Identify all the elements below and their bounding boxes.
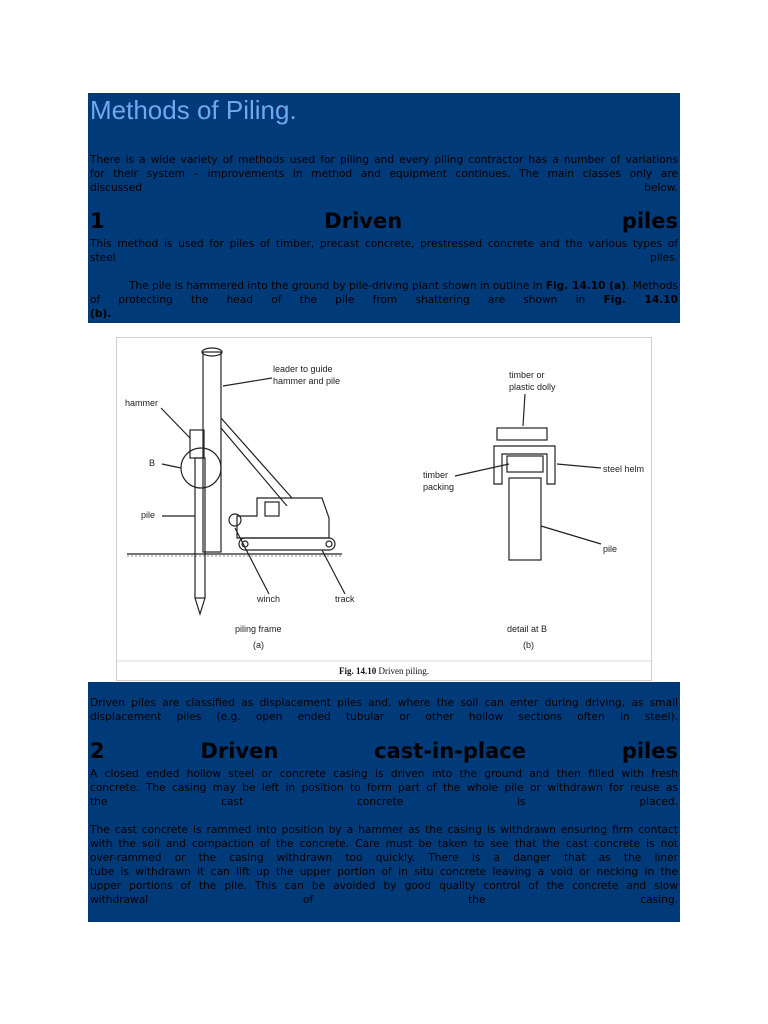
section-2-p1-line-2: concrete. The casing may be left in position to form part of the whole pile or withdrawn for reuse as: [90, 782, 678, 794]
section-2-p2-line-4: tube is withdrawn it can lift up the upper portion of in situ concrete leaving a void or necking in the: [90, 866, 678, 878]
intro-line-1: There is a wide variety of methods used for piling and every piling contractor has a number of variations: [90, 154, 678, 166]
label-hammer: hammer: [125, 398, 159, 408]
label-frame-sub: (a): [253, 640, 264, 650]
page-title: Methods of Piling.: [90, 95, 297, 125]
crane-cab: [237, 498, 329, 538]
intro-line-3-left: discussed: [90, 182, 143, 194]
intro-line-3-right: below.: [644, 182, 678, 194]
label-pile-left: pile: [141, 510, 156, 520]
label-packing-2: packing: [423, 482, 455, 492]
displacement-line-1: Driven piles are classified as displacement piles and, where the soil can enter during driving, as small: [90, 697, 678, 709]
figure-caption-number: Fig. 14.10: [339, 666, 377, 676]
label-detail-sub: (b): [523, 640, 534, 650]
hammer-shape: [190, 430, 204, 458]
section-2-number: 2: [90, 739, 105, 763]
figure-drawing: [117, 338, 653, 682]
section-1-p2-text: The pile is hammered into the ground by pile-driving plant shown in outline in: [128, 280, 546, 292]
figure-caption-text: Driven piling.: [376, 666, 429, 676]
section-2-p2-line-3: over-rammed or the casing withdrawn too quickly. There is a danger that as the liner: [90, 852, 678, 864]
winch-shape: [229, 514, 241, 526]
label-leader-2: hammer and pile: [273, 376, 341, 386]
label-track: track: [335, 594, 355, 604]
section-1-number: 1: [90, 209, 105, 233]
fig-ref-b: Fig. 14.10 (b).: [90, 294, 678, 320]
section-1-heading: [90, 209, 678, 233]
section-1-p1-line-2-right: piles.: [649, 252, 678, 264]
label-winch: winch: [257, 594, 281, 604]
section-1-p2-line-2-text: of protecting the head of the pile from shattering are shown in: [90, 294, 604, 306]
section-2-heading: [90, 739, 678, 763]
label-b: B: [149, 458, 156, 468]
section-2-p2-line-2: with the soil and compaction of the concrete. Care must be taken to see that the cast concrete is not: [90, 838, 678, 850]
label-pile-right: pile: [603, 544, 618, 554]
section-1-p2-tail: . Methods: [626, 280, 678, 292]
label-frame-caption: piling frame: [235, 624, 282, 634]
section-2-word-1: Driven: [200, 739, 279, 763]
section-2-p2-line-1: The cast concrete is rammed into position by a hammer as the casing is withdrawn ensuring firm contact: [90, 824, 678, 836]
label-leader: leader to guide: [273, 364, 333, 374]
intro-line-3: [90, 181, 678, 195]
label-packing-1: timber: [423, 470, 449, 480]
label-detail-caption: detail at B: [507, 624, 548, 634]
detail-b-circle: [181, 448, 221, 488]
section-2-p1-line-1: A closed ended hollow steel or concrete casing is driven into the ground and then filled with fresh: [90, 768, 678, 780]
intro-line-2: for their system – improvements in method and equipment continues. The main classes only are: [90, 168, 678, 180]
label-dolly-1: timber or: [509, 370, 545, 380]
section-2-p2-line-6: withdrawal of the casing.: [90, 894, 678, 906]
section-1-p1-line-2: [90, 251, 678, 265]
section-1-p1-line-2-left: steel: [90, 252, 116, 264]
pile-detail-shape: [509, 478, 541, 560]
section-1-p2-line-1: [90, 279, 678, 293]
dolly-shape: [497, 428, 547, 440]
section-1-p1-line-1: This method is used for piles of timber, precast concrete, prestressed concrete and the various types of: [90, 238, 678, 250]
section-2-p2-line-5: upper portions of the pile. This can be avoided by good quality control of the concrete and slow: [90, 880, 678, 892]
driven-piling-figure: [116, 337, 652, 681]
section-1-word-2: piles: [621, 209, 678, 233]
section-2-word-3: piles: [621, 739, 678, 763]
track-shape: [239, 538, 335, 550]
cast-in-place-panel: [88, 682, 680, 922]
displacement-line-2: displacement piles (e.g. open ended tubular or other hollow sections often in steel).: [90, 711, 678, 723]
intro-panel: [88, 93, 680, 323]
section-2-word-2: cast-in-place: [374, 739, 526, 763]
timber-packing-shape: [507, 456, 543, 472]
section-1-word-1: Driven: [324, 209, 403, 233]
fig-ref-a: Fig. 14.10 (a): [545, 280, 626, 292]
section-2-p1-line-3: the cast concrete is placed.: [90, 796, 678, 808]
label-dolly-2: plastic dolly: [509, 382, 556, 392]
figure-caption: [339, 666, 429, 676]
label-helm: steel helm: [603, 464, 645, 474]
section-1-p2-line-2: [90, 293, 678, 321]
